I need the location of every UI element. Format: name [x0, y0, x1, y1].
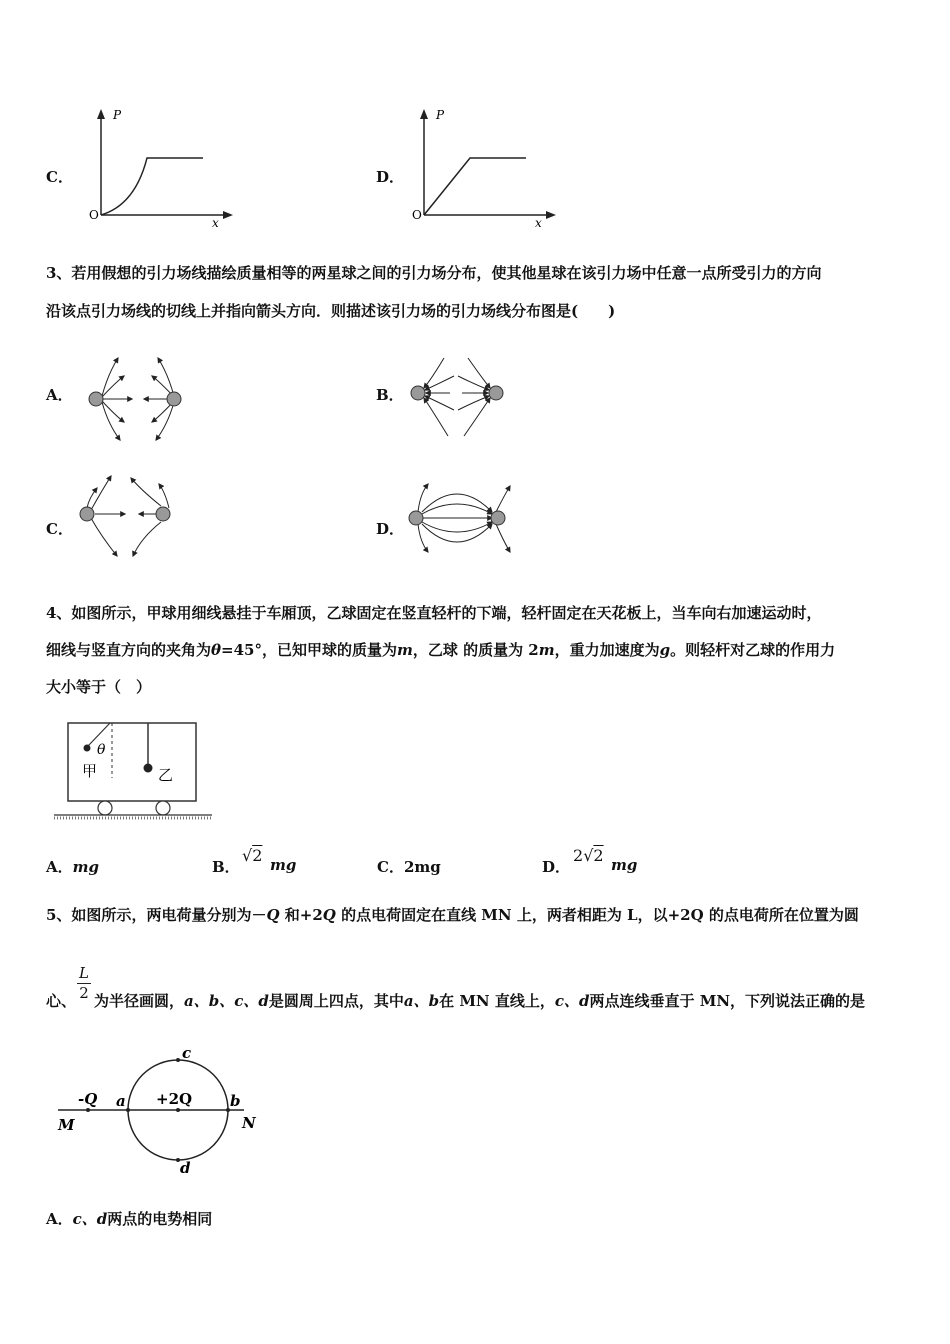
q2-option-d-label[interactable]: D．	[376, 168, 405, 186]
graph-d-x-label: x	[535, 216, 542, 230]
q2-graph-c	[85, 105, 235, 230]
q4-option-c[interactable]: C．2mg	[377, 858, 441, 876]
q5-stem-line1: 5、如图所示，两电荷量分别为－Q 和+2Q 的点电荷固定在直线 MN 上，两者相距为 L，以+2Q 的点电荷所在位置为圆	[46, 906, 859, 924]
q4-option-d[interactable]: D．	[542, 858, 571, 876]
q5-figure-circle	[50, 1040, 270, 1180]
q4-stem-line1: 4、如图所示，甲球用细线悬挂于车厢顶，乙球固定在竖直轻杆的下端，轻杆固定在天花板上，当车向右加速运动时，	[46, 604, 822, 622]
q3-option-c-label[interactable]: C．	[46, 520, 73, 538]
q5-fig-m: M	[58, 1116, 75, 1134]
q5-fig-pos-q: +2Q	[156, 1090, 193, 1108]
q2-option-c-label[interactable]: C．	[46, 168, 73, 186]
q3-option-b-label[interactable]: B．	[376, 386, 404, 404]
q3-option-a-label[interactable]: A．	[46, 386, 73, 404]
graph-d-origin: O	[412, 208, 422, 222]
graph-c-x-label: x	[212, 216, 219, 230]
q4-option-a[interactable]: A．mg	[46, 858, 100, 876]
graph-d-y-label: P	[436, 108, 445, 122]
q4-stem-line2: 细线与竖直方向的夹角为θ=45°，已知甲球的质量为m，乙球 的质量为 2m，重力加速度为g。则轻杆对乙球的作用力	[46, 641, 836, 659]
q5-fraction: L 2	[77, 964, 91, 1002]
q3-figure-d	[400, 476, 520, 566]
q3-figure-c	[75, 470, 195, 565]
q4-option-b-sqrt: √2	[242, 846, 263, 865]
q5-fig-b: b	[230, 1092, 241, 1110]
q4-figure-car	[50, 718, 220, 820]
q3-stem-line2: 沿该点引力场线的切线上并指向箭头方向．则描述该引力场的引力场线分布图是( )	[46, 302, 616, 320]
q5-fig-c: c	[182, 1044, 192, 1062]
q3-figure-a	[80, 352, 200, 447]
q5-fig-n: N	[242, 1114, 256, 1132]
q4-option-b[interactable]: B．	[212, 858, 240, 876]
q4-fig-theta: θ	[97, 742, 106, 758]
q4-option-b-val: mg	[270, 856, 297, 874]
q5-stem-line2: 心、 为半径画圆，a、b、c、d是圆周上四点，其中a、b在 MN 直线上，c、d两点连线垂直于 MN，下列说法正确的是	[46, 992, 866, 1010]
q3-option-d-label[interactable]: D．	[376, 520, 405, 538]
q4-fig-yi: 乙	[158, 766, 174, 784]
graph-c-y-label: P	[113, 108, 122, 122]
q2-graph-d	[408, 105, 558, 230]
q5-fig-d: d	[180, 1159, 191, 1177]
q3-stem-line1: 3、若用假想的引力场线描绘质量相等的两星球之间的引力场分布，使其他星球在该引力场中任意一点所受引力的方向	[46, 264, 822, 282]
q5-fig-a: a	[116, 1092, 126, 1110]
q5-option-a[interactable]: A．c、d两点的电势相同	[46, 1210, 213, 1228]
q3-figure-b	[400, 348, 520, 443]
q4-option-d-val: mg	[611, 856, 638, 874]
graph-c-origin: O	[89, 208, 99, 222]
q4-stem-line3: 大小等于（ ）	[46, 678, 152, 696]
q4-fig-jia: 甲	[82, 762, 98, 780]
q4-option-d-sqrt: 2√2	[573, 846, 604, 865]
q5-fig-neg-q: -Q	[78, 1090, 98, 1108]
